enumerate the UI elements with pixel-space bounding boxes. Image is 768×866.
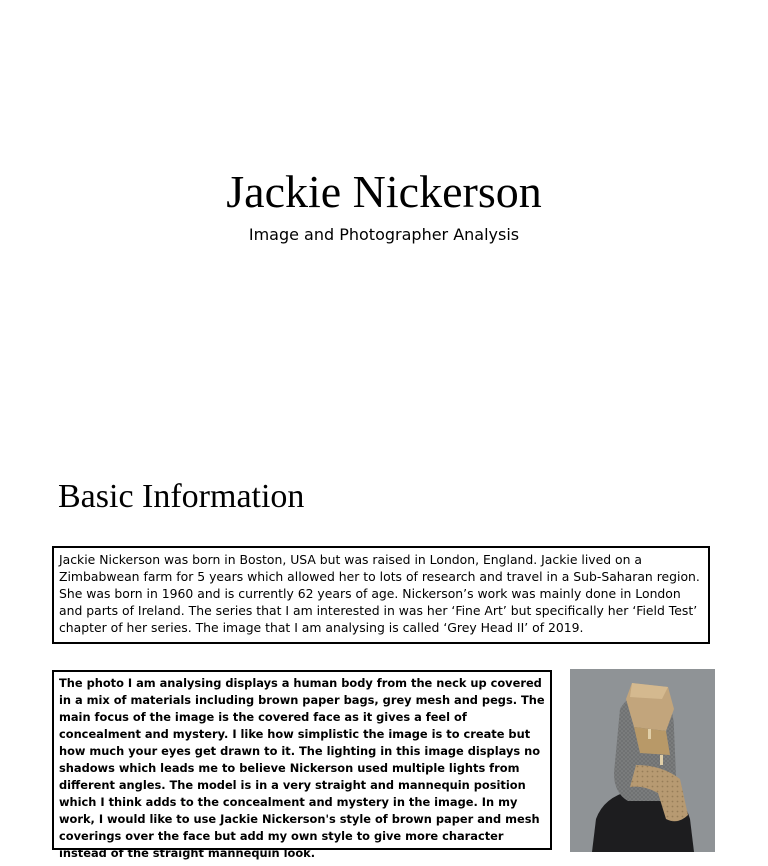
image-analysis-text-box: The photo I am analysing displays a human body from the neck up covered in a mix of materials including brown paper bags, grey mesh and pegs. The main focus of the image is the covered face as it gives a feel of concealment and mystery. I like how simplistic the image is to create but how much your eyes get drawn to it. The lighting in this image displays no shadows which leads me to believe Nickerson used multiple lights from different angles. The model is in a very straight and mannequin position which I think adds to the concealment and mystery in the image. In my work, I would like to use Jackie Nickerson's style of brown paper and mesh coverings over the face but add my own style to give more character instead of the straight mannequin look. [52,670,552,850]
peg [648,729,651,739]
grey-head-ii-photo [570,669,715,852]
peg [660,755,663,765]
basic-information-text-box: Jackie Nickerson was born in Boston, USA but was raised in London, England. Jackie lived on a Zimbabwean farm for 5 years which allowed her to lots of research and travel in a Sub-Saharan region. She was born in 1960 and is currently 62 years of age. Nickerson’s work was mainly done in London and parts of Ireland. The series that I am interested in was her ‘Fine Art’ but specifically her ‘Field Test’ chapter of her series. The image that I am analysing is called ‘Grey Head II’ of 2019. [52,546,710,644]
page-subtitle: Image and Photographer Analysis [248,225,520,244]
page-title: Jackie Nickerson [226,166,542,217]
section-heading-basic-information: Basic Information [58,478,305,515]
